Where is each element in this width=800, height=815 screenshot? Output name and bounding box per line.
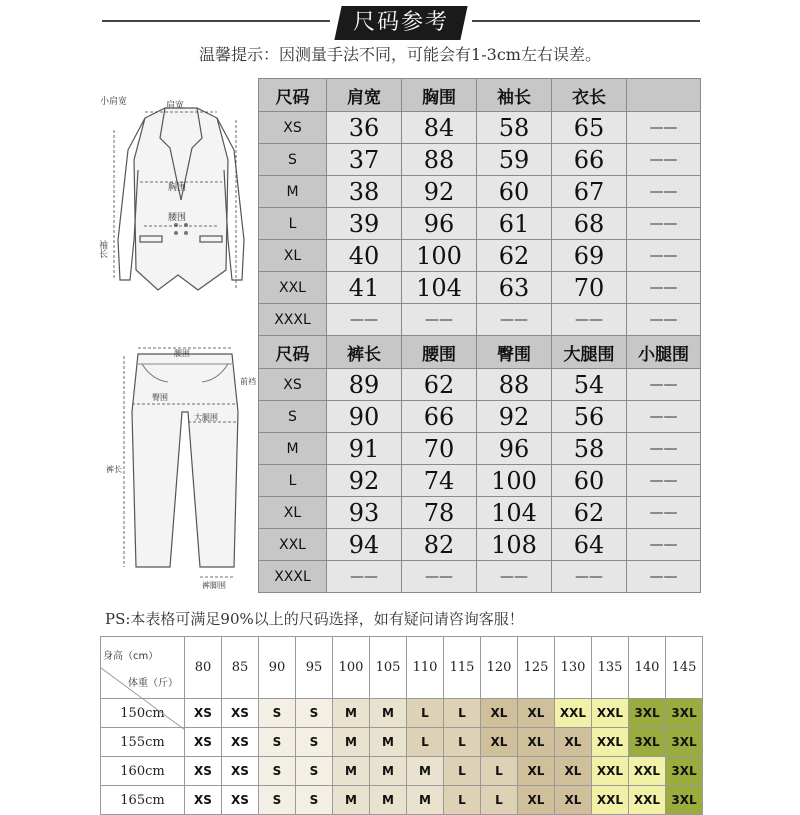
height-row — [101, 757, 703, 786]
bottom-table-cell: 90 — [327, 401, 402, 433]
recommended-size-cell: M — [333, 728, 370, 757]
top-table-cell: 63 — [477, 272, 552, 304]
bottom-table-row — [259, 401, 701, 433]
top-header-chest: 胸围 — [402, 79, 477, 112]
recommended-size-cell: L — [444, 728, 481, 757]
recommended-size-cell: L — [444, 757, 481, 786]
weight-height-corner — [101, 637, 185, 699]
top-table-cell: —— — [627, 112, 701, 144]
pants-diagram — [104, 342, 260, 590]
top-table-size-label: S — [259, 144, 327, 176]
top-table-cell: 59 — [477, 144, 552, 176]
header-line-left — [102, 20, 330, 22]
top-table-cell: 88 — [402, 144, 477, 176]
top-table-cell: 96 — [402, 208, 477, 240]
top-table-row — [259, 176, 701, 208]
weight-header-cell: 110 — [407, 637, 444, 699]
bottom-table-cell: —— — [402, 561, 477, 593]
top-table-cell: 69 — [552, 240, 627, 272]
recommended-size-cell: M — [407, 757, 444, 786]
recommended-size-cell: XL — [555, 786, 592, 815]
bottom-table-cell: —— — [552, 561, 627, 593]
bottom-header-calf: 小腿围 — [627, 336, 701, 369]
bottom-table-cell: 94 — [327, 529, 402, 561]
top-table-cell: —— — [627, 144, 701, 176]
top-table-cell: 60 — [477, 176, 552, 208]
top-table-cell: —— — [402, 304, 477, 336]
recommended-size-cell: XXL — [555, 699, 592, 728]
recommended-size-cell: XL — [518, 699, 555, 728]
bottom-table-cell: 88 — [477, 369, 552, 401]
bottom-table-cell: —— — [627, 401, 701, 433]
bottom-table-cell: 108 — [477, 529, 552, 561]
recommended-size-cell: M — [370, 728, 407, 757]
recommended-size-cell: S — [296, 786, 333, 815]
top-table-size-label: XXL — [259, 272, 327, 304]
top-table-size-label: L — [259, 208, 327, 240]
bottom-table-cell: 104 — [477, 497, 552, 529]
bottom-table-cell: 100 — [477, 465, 552, 497]
recommended-size-cell: L — [481, 757, 518, 786]
recommended-size-cell: XXL — [592, 757, 629, 786]
bottom-table-size-label: XS — [259, 369, 327, 401]
top-table-cell: 67 — [552, 176, 627, 208]
recommended-size-cell: 3XL — [666, 757, 703, 786]
recommended-size-cell: M — [370, 757, 407, 786]
bottom-table-cell: 93 — [327, 497, 402, 529]
recommended-size-cell: S — [296, 757, 333, 786]
bottom-header-size: 尺码 — [259, 336, 327, 369]
weight-header-cell: 125 — [518, 637, 555, 699]
height-label: 155cm — [101, 728, 185, 757]
bottom-table-cell: —— — [627, 369, 701, 401]
top-table-row — [259, 304, 701, 336]
recommended-size-cell: 3XL — [666, 786, 703, 815]
jacket-label-chest: 胸围 — [168, 183, 187, 193]
height-label: 160cm — [101, 757, 185, 786]
top-table-cell: —— — [477, 304, 552, 336]
top-table-size-label: XS — [259, 112, 327, 144]
pants-label-length: 裤长 — [106, 465, 122, 474]
recommended-size-cell: 3XL — [666, 699, 703, 728]
weight-header-cell: 85 — [222, 637, 259, 699]
bottom-table-cell: 66 — [402, 401, 477, 433]
top-table-cell: 68 — [552, 208, 627, 240]
recommended-size-cell: XS — [185, 699, 222, 728]
top-table-cell: 37 — [327, 144, 402, 176]
measurement-notice: 温馨提示：因测量手法不同，可能会有1-3cm左右误差。 — [199, 45, 601, 64]
top-table-row — [259, 272, 701, 304]
weight-header-cell: 120 — [481, 637, 518, 699]
top-table-cell: 65 — [552, 112, 627, 144]
jacket-label-shoulder: 肩宽 — [166, 101, 185, 111]
recommended-size-cell: S — [259, 757, 296, 786]
top-table-cell: —— — [627, 240, 701, 272]
bottom-table-cell: —— — [327, 561, 402, 593]
weight-header-cell: 105 — [370, 637, 407, 699]
bottom-table-cell: —— — [627, 529, 701, 561]
bottom-table-size-label: S — [259, 401, 327, 433]
top-table-size-label: XL — [259, 240, 327, 272]
weight-axis-label: 体重（斤） — [128, 677, 178, 689]
top-table-cell: —— — [627, 208, 701, 240]
weight-header-cell: 115 — [444, 637, 481, 699]
recommended-size-cell: XXL — [592, 728, 629, 757]
recommended-size-cell: XL — [481, 728, 518, 757]
top-table-cell: 104 — [402, 272, 477, 304]
recommended-size-cell: 3XL — [666, 728, 703, 757]
top-table-cell: 62 — [477, 240, 552, 272]
height-label: 150cm — [101, 699, 185, 728]
weight-header-cell: 145 — [666, 637, 703, 699]
recommended-size-cell: XL — [481, 699, 518, 728]
recommended-size-cell: XS — [222, 786, 259, 815]
jacket-label-waist: 腰围 — [168, 213, 187, 223]
bottom-table-cell: 92 — [327, 465, 402, 497]
top-table-size-label: XXXL — [259, 304, 327, 336]
pants-label-thigh: 大腿围 — [194, 413, 218, 422]
recommended-size-cell: L — [481, 786, 518, 815]
top-table-cell: —— — [627, 176, 701, 208]
recommended-size-cell: XS — [185, 757, 222, 786]
recommended-size-cell: XL — [555, 728, 592, 757]
bottom-table-cell: —— — [627, 465, 701, 497]
jacket-button — [174, 231, 178, 235]
bottom-table-row — [259, 433, 701, 465]
recommended-size-cell: M — [370, 786, 407, 815]
top-header-shoulder: 肩宽 — [327, 79, 402, 112]
recommended-size-cell: XXL — [592, 786, 629, 815]
weight-header-row — [101, 637, 703, 699]
bottom-table-cell: 78 — [402, 497, 477, 529]
bottom-header-waist: 腰围 — [402, 336, 477, 369]
bottom-table-cell: 64 — [552, 529, 627, 561]
top-header-sleeve: 袖长 — [477, 79, 552, 112]
weight-height-table — [100, 636, 703, 815]
bottom-table-size-label: L — [259, 465, 327, 497]
top-table-cell: —— — [627, 272, 701, 304]
top-table-row — [259, 240, 701, 272]
recommended-size-cell: XXL — [629, 757, 666, 786]
pants-label-hem: 裤脚围 — [202, 581, 226, 590]
pants-body — [132, 354, 238, 567]
top-table-header-row — [259, 79, 701, 112]
bottom-table-row — [259, 497, 701, 529]
ps-note: PS:本表格可满足90%以上的尺码选择，如有疑问请咨询客服！ — [105, 610, 524, 628]
bottom-table-size-label: XXL — [259, 529, 327, 561]
header-line-right — [472, 20, 700, 22]
bottom-table-row — [259, 369, 701, 401]
bottom-table-size-label: XL — [259, 497, 327, 529]
recommended-size-cell: XL — [518, 757, 555, 786]
page-title-text: 尺码参考 — [352, 10, 449, 35]
top-table-row — [259, 144, 701, 176]
recommended-size-cell: XS — [222, 699, 259, 728]
top-table-row — [259, 208, 701, 240]
recommended-size-cell: XS — [222, 757, 259, 786]
top-table-cell: 58 — [477, 112, 552, 144]
recommended-size-cell: M — [407, 786, 444, 815]
bottom-table-cell: 62 — [552, 497, 627, 529]
bottom-table-cell: 70 — [402, 433, 477, 465]
recommended-size-cell: XS — [222, 728, 259, 757]
weight-header-cell: 80 — [185, 637, 222, 699]
recommended-size-cell: M — [370, 699, 407, 728]
recommended-size-cell: XXL — [592, 699, 629, 728]
top-table-cell: —— — [627, 304, 701, 336]
recommended-size-cell: S — [296, 728, 333, 757]
recommended-size-cell: S — [259, 728, 296, 757]
bottom-header-thigh: 大腿围 — [552, 336, 627, 369]
bottom-table-cell: 89 — [327, 369, 402, 401]
weight-header-cell: 90 — [259, 637, 296, 699]
top-table-cell: —— — [327, 304, 402, 336]
bottom-header-hip: 臀围 — [477, 336, 552, 369]
recommended-size-cell: 3XL — [629, 699, 666, 728]
top-table-cell: 70 — [552, 272, 627, 304]
top-table-cell: 41 — [327, 272, 402, 304]
bottom-table-cell: 60 — [552, 465, 627, 497]
bottom-table-size-label: XXXL — [259, 561, 327, 593]
jacket-label-small-shoulder: 小肩宽 — [100, 97, 128, 107]
top-table-row — [259, 112, 701, 144]
bottom-table-cell: 96 — [477, 433, 552, 465]
recommended-size-cell: 3XL — [629, 728, 666, 757]
recommended-size-cell: XS — [185, 728, 222, 757]
recommended-size-cell: XS — [185, 786, 222, 815]
weight-header-cell: 100 — [333, 637, 370, 699]
top-table-cell: 66 — [552, 144, 627, 176]
top-table-cell: 36 — [327, 112, 402, 144]
top-table-cell: 84 — [402, 112, 477, 144]
recommended-size-cell: L — [407, 728, 444, 757]
bottom-table-cell: 74 — [402, 465, 477, 497]
height-axis-label: 身高（cm） — [103, 650, 159, 662]
bottom-table-cell: 92 — [477, 401, 552, 433]
recommended-size-cell: M — [333, 786, 370, 815]
top-header-empty — [627, 79, 701, 112]
bottom-table-cell: 91 — [327, 433, 402, 465]
height-label: 165cm — [101, 786, 185, 815]
bottom-header-pants-length: 裤长 — [327, 336, 402, 369]
bottom-table-row — [259, 529, 701, 561]
recommended-size-cell: S — [296, 699, 333, 728]
recommended-size-cell: L — [444, 786, 481, 815]
bottom-table-cell: —— — [477, 561, 552, 593]
top-table-cell: 100 — [402, 240, 477, 272]
recommended-size-cell: XL — [555, 757, 592, 786]
bottom-table-cell: 62 — [402, 369, 477, 401]
top-size-table — [258, 78, 701, 336]
recommended-size-cell: S — [259, 699, 296, 728]
top-table-cell: 38 — [327, 176, 402, 208]
pants-label-rise: 前裆 — [240, 377, 256, 386]
bottom-table-cell: 82 — [402, 529, 477, 561]
top-header-length: 衣长 — [552, 79, 627, 112]
bottom-table-cell: 56 — [552, 401, 627, 433]
height-row — [101, 699, 703, 728]
bottom-table-header-row — [259, 336, 701, 369]
weight-header-cell: 135 — [592, 637, 629, 699]
jacket-diagram — [97, 90, 262, 300]
recommended-size-cell: M — [333, 699, 370, 728]
top-table-cell: —— — [552, 304, 627, 336]
bottom-table-row — [259, 465, 701, 497]
bottom-table-cell: 58 — [552, 433, 627, 465]
bottom-table-cell: —— — [627, 433, 701, 465]
bottom-table-cell: 54 — [552, 369, 627, 401]
bottom-table-row — [259, 561, 701, 593]
top-table-size-label: M — [259, 176, 327, 208]
bottom-table-cell: —— — [627, 497, 701, 529]
recommended-size-cell: XL — [518, 786, 555, 815]
top-table-cell: 92 — [402, 176, 477, 208]
weight-header-cell: 130 — [555, 637, 592, 699]
top-table-cell: 61 — [477, 208, 552, 240]
top-table-cell: 40 — [327, 240, 402, 272]
recommended-size-cell: L — [444, 699, 481, 728]
bottom-table-size-label: M — [259, 433, 327, 465]
height-row — [101, 786, 703, 815]
weight-header-cell: 95 — [296, 637, 333, 699]
weight-header-cell: 140 — [629, 637, 666, 699]
recommended-size-cell: XL — [518, 728, 555, 757]
recommended-size-cell: XXL — [629, 786, 666, 815]
pants-label-waist: 腰围 — [174, 349, 190, 358]
recommended-size-cell: M — [333, 757, 370, 786]
pants-label-hip: 臀围 — [152, 393, 168, 402]
recommended-size-cell: S — [259, 786, 296, 815]
jacket-button — [184, 231, 188, 235]
bottom-size-table — [258, 335, 701, 593]
top-table-cell: 39 — [327, 208, 402, 240]
height-row — [101, 728, 703, 757]
top-header-size: 尺码 — [259, 79, 327, 112]
bottom-table-cell: —— — [627, 561, 701, 593]
recommended-size-cell: L — [407, 699, 444, 728]
page-title — [334, 6, 467, 40]
jacket-label-sleeve: 袖长 — [97, 240, 107, 258]
